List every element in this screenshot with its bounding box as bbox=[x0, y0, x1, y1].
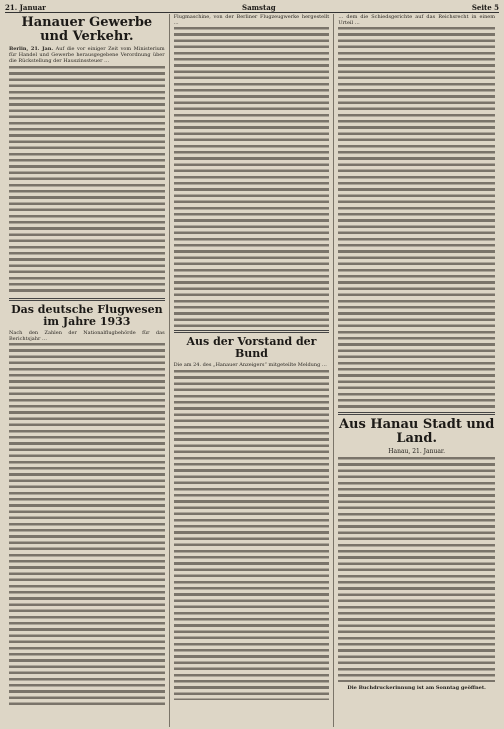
article-body-text bbox=[9, 66, 165, 295]
article-divider-3 bbox=[338, 412, 495, 415]
article-body-text-5 bbox=[338, 27, 495, 409]
column-right bbox=[334, 14, 499, 727]
article-headline-gewerbe: Hanauer Gewerbe und Verkehr. bbox=[21, 15, 153, 44]
article-closing-note: Die Buchdruckerinnung ist am Sonntag geöffnet. bbox=[347, 685, 486, 692]
article-body-text-6 bbox=[338, 457, 495, 682]
article-divider-2 bbox=[174, 330, 330, 333]
article-body-text-4 bbox=[174, 370, 330, 700]
article-body-text-2 bbox=[9, 343, 165, 708]
masthead-date: 21. Januar bbox=[5, 3, 46, 12]
article-headline-vorstand: Aus der Vorstand der Bund bbox=[186, 335, 317, 361]
column-middle bbox=[170, 14, 335, 727]
dateline-text: Berlin, 21. Jan. bbox=[9, 46, 54, 52]
page-masthead bbox=[5, 3, 499, 13]
masthead-page-number: Seite 5 bbox=[471, 3, 499, 12]
article-continuation-text-2: … dem die Schiedsgerichte auf das Reichsrecht in einem Urteil … bbox=[338, 14, 495, 27]
article-continuation-text: Flugmaschine, von der Berliner Flugzeugwerke hergestellt … bbox=[173, 14, 330, 27]
article-headline-hanau: Aus Hanau Stadt und Land. bbox=[338, 417, 495, 447]
masthead-weekday: Samstag bbox=[242, 3, 276, 12]
article-headline-flugwesen: Das deutsche Flugwesen im Jahre 1933 bbox=[11, 302, 163, 328]
article-opening-text: Auf die vor einiger Zeit vom Ministerium für Handel und Gewerbe herausgegebene Verordnung über die Rückstellung der Hauszinssteuer … bbox=[9, 46, 165, 65]
column-left bbox=[5, 14, 170, 727]
article-divider bbox=[9, 298, 165, 301]
column-grid bbox=[5, 14, 499, 727]
article-opening-text-3: Die am 24. des „Hanauer Anzeigers“ mitgeteilte Meldung … bbox=[173, 362, 327, 369]
article-dateline-hanau: Hanau, 21. Januar. bbox=[388, 448, 446, 456]
article-body-text-3 bbox=[174, 27, 330, 327]
article-opening-text-2: Nach den Zahlen der Nationalflugbehörde für das Berichtsjahr … bbox=[9, 329, 165, 342]
article-dateline bbox=[9, 46, 165, 65]
